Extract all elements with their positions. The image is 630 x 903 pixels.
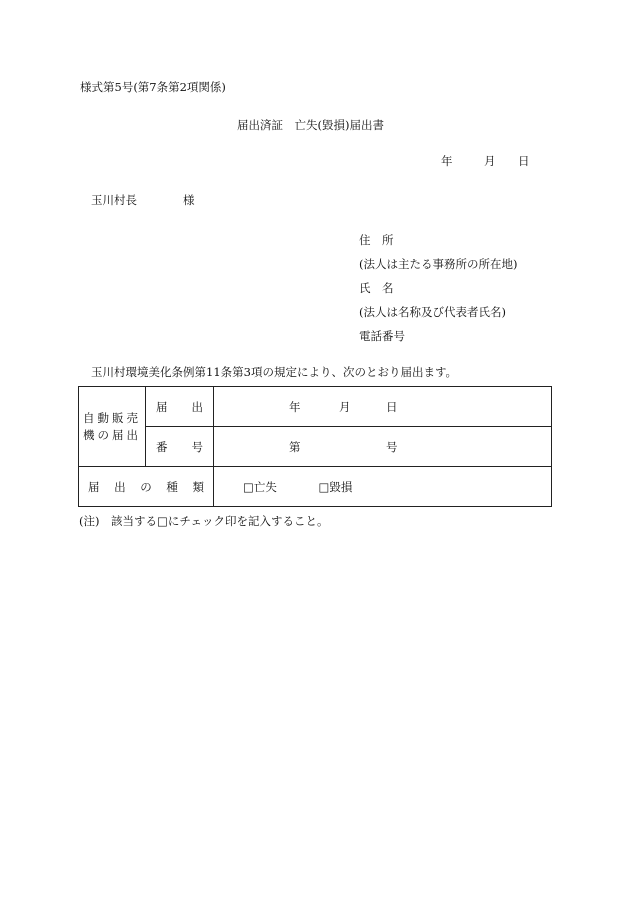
notification-date-label — [146, 387, 214, 427]
applicant-address-label: 住 所 — [359, 233, 394, 247]
damage-checkbox[interactable]: □毀損 — [318, 479, 353, 494]
label-char: 類 — [192, 479, 204, 494]
label-char: 出 — [191, 399, 203, 414]
label-char: 届 — [88, 479, 100, 494]
loss-checkbox[interactable]: □亡失 — [243, 479, 277, 494]
field-number-suffix: 号 — [386, 439, 398, 454]
addressee-honorific: 様 — [183, 193, 195, 207]
intro-text: 玉川村環境美化条例第11条第3項の規定により、次のとおり届出ます。 — [91, 365, 458, 379]
notification-date-field[interactable] — [214, 387, 552, 427]
date-line — [441, 156, 530, 168]
date-day-label: 日 — [518, 154, 530, 168]
applicant-address-note: (法人は主たる事務所の所在地) — [359, 257, 518, 271]
table-row — [79, 427, 552, 467]
notification-type-label — [79, 467, 214, 507]
addressee — [91, 195, 195, 207]
table-row — [79, 387, 552, 427]
field-day-label: 日 — [386, 399, 398, 414]
label-char: 号 — [191, 439, 203, 454]
group-label-line2: 機の届出 — [83, 427, 141, 442]
label-char: 種 — [166, 479, 178, 494]
notification-table — [78, 386, 552, 507]
group-label-line1: 自動販売 — [83, 410, 141, 425]
footnote: (注) 該当する□にチェック印を記入すること。 — [79, 514, 329, 528]
field-year-label: 年 — [289, 399, 301, 414]
notification-number-field[interactable] — [214, 427, 552, 467]
label-char: 届 — [156, 399, 168, 414]
label-char: 出 — [114, 479, 126, 494]
applicant-block — [359, 234, 517, 354]
vending-machine-group-label — [79, 387, 146, 467]
date-year-label: 年 — [441, 154, 453, 168]
applicant-name-label: 氏 名 — [359, 281, 394, 295]
applicant-name-note: (法人は名称及び代表者氏名) — [359, 305, 506, 319]
notification-number-label — [146, 427, 214, 467]
label-char: 番 — [156, 439, 168, 454]
field-number-prefix: 第 — [289, 439, 301, 454]
date-month-label: 月 — [484, 154, 496, 168]
label-char: の — [140, 479, 152, 494]
field-month-label: 月 — [339, 399, 351, 414]
applicant-phone-label: 電話番号 — [359, 329, 405, 343]
page-title: 届出済証 亡失(毀損)届出書 — [237, 118, 384, 132]
addressee-name: 玉川村長 — [91, 193, 137, 207]
form-number: 様式第5号(第7条第2項関係) — [80, 80, 226, 94]
table-row — [79, 467, 552, 507]
notification-type-options — [214, 467, 552, 507]
